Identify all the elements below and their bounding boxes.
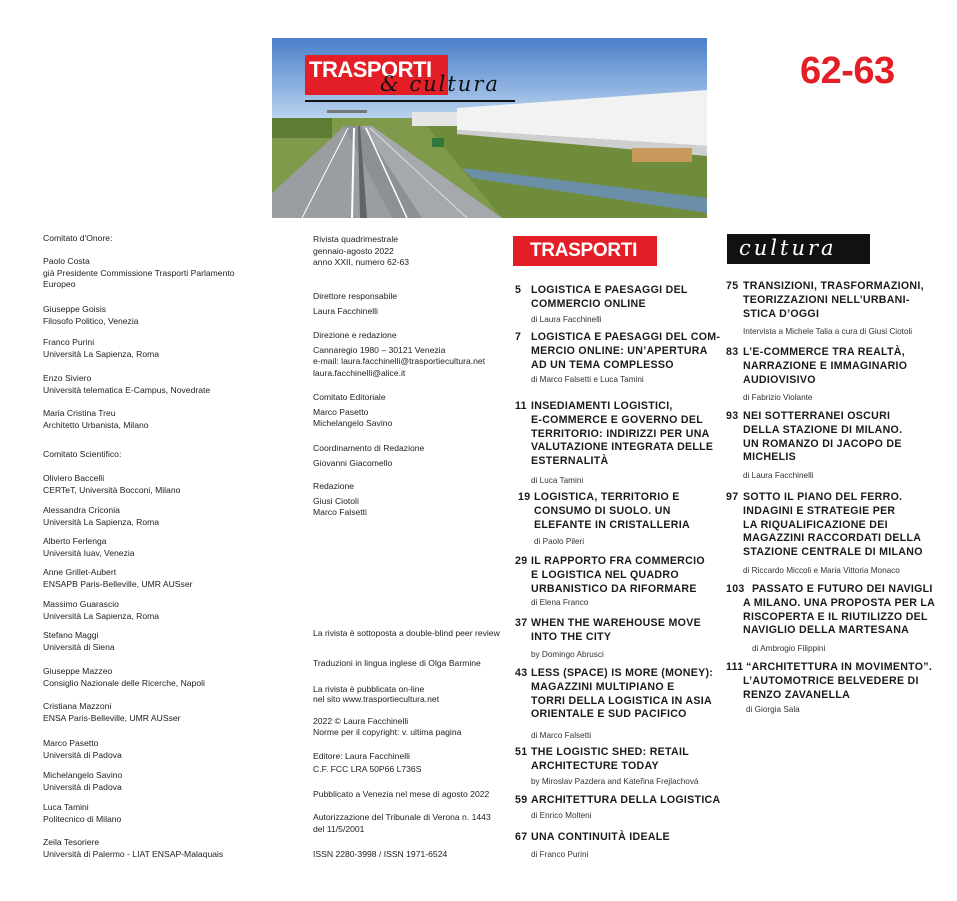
toc-entry[interactable] [515, 794, 725, 820]
section-title: cultura [739, 236, 837, 260]
member [43, 630, 268, 653]
colophon-line: C.F. FCC LRA 50P66 L736S [313, 763, 422, 774]
toc-author: di Laura Facchinelli [743, 471, 814, 481]
toc-title-line: NEI SOTTERRANEI OSCURI [743, 410, 891, 422]
toc-page: 29 [515, 555, 528, 567]
toc-page: 97 [726, 491, 739, 503]
toc-author: di Elena Franco [531, 598, 589, 608]
toc-title-line: URBANISTICO DA RIFORMARE [531, 582, 697, 595]
toc-page: 75 [726, 280, 739, 292]
toc-title-line: NAVIGLIO DELLA MARTESANA [743, 624, 910, 637]
toc-title-line: INTO THE CITY [531, 630, 612, 643]
colophon-peer-review: La rivista è sottoposta a double-blind peer review [313, 628, 500, 638]
toc-title-line: STICA D’OGGI [743, 307, 820, 320]
member [43, 666, 268, 689]
toc-entry[interactable] [726, 410, 951, 480]
member-name: Giuseppe Mazzeo [43, 666, 113, 676]
toc-author: by Miroslav Pazdera and Kateřina Frejlachová [531, 776, 699, 786]
member-name: Franco Purini [43, 337, 95, 347]
member-role: Università di Siena [43, 641, 115, 652]
member-role: già Presidente Commissione Trasporti Parlamento [43, 267, 235, 278]
toc-title-line: LESS (SPACE) IS MORE (MONEY): [531, 667, 714, 679]
section-banner-trasporti [513, 236, 657, 266]
toc-title-line: L’AUTOMOTRICE BELVEDERE DI [743, 674, 919, 687]
colophon-line: Rivista quadrimestrale [313, 234, 399, 244]
member-role: Filosofo Politico, Venezia [43, 315, 139, 326]
toc-entry[interactable] [726, 583, 951, 653]
toc-page: 43 [515, 667, 528, 679]
toc-title-line: MAGAZZINI RACCORDATI DELLA [743, 532, 922, 545]
member-name: Enzo Siviero [43, 373, 92, 383]
colophon-line: Laura Facchinelli [313, 305, 378, 316]
member [43, 802, 268, 825]
member-role: Politecnico di Milano [43, 813, 122, 824]
colophon-autorizzazione [313, 812, 513, 835]
member [43, 505, 268, 528]
toc-title-line: ORIENTALE E SUD PACIFICO [531, 708, 687, 721]
member-name: Zeila Tesoriere [43, 837, 100, 847]
colophon-traduzioni: Traduzioni in lingua inglese di Olga Barmine [313, 658, 481, 668]
toc-entry[interactable] [515, 831, 725, 859]
colophon-line: Giusi Ciotoli [313, 495, 359, 506]
toc-entry[interactable] [515, 746, 725, 786]
member-role: Europeo [43, 279, 76, 289]
toc-title-line: UN ROMANZO DI JACOPO DE [743, 437, 902, 450]
toc-title-line: MICHELIS [743, 451, 797, 464]
toc-entry[interactable] [518, 491, 728, 546]
toc-title-line: NARRAZIONE E IMMAGINARIO [743, 359, 908, 372]
colophon-line: Michelangelo Savino [313, 418, 393, 428]
toc-title-line: LOGISTICA E PAESAGGI DEL COM- [531, 331, 721, 343]
toc-title-line: UNA CONTINUITÀ IDEALE [531, 831, 670, 843]
toc-title-line: MAGAZZINI MULTIPIANO E [531, 680, 675, 693]
colophon-pubblicato: Pubblicato a Venezia nel mese di agosto 2022 [313, 789, 490, 799]
toc-title-line: “ARCHITETTURA IN MOVIMENTO”. [746, 661, 933, 673]
toc-author: di Riccardo Miccoli e Maria Vittoria Monaco [743, 565, 900, 575]
member-role: ENSA Paris-Belleville, UMR AUSser [43, 712, 181, 723]
toc-entry[interactable] [515, 555, 725, 607]
toc-page: 5 [515, 284, 522, 296]
member-name: Maria Cristina Treu [43, 408, 116, 418]
member-name: Giuseppe Goisis [43, 304, 107, 314]
toc-title-line: TERRITORIO: INDIRIZZI PER UNA [531, 427, 710, 440]
member [43, 473, 268, 496]
member [43, 837, 268, 860]
member-role: Università telematica E-Campus, Novedrate [43, 384, 211, 395]
member-name: Oliviero Baccelli [43, 473, 105, 483]
toc-author: di Giorgia Sala [746, 705, 800, 715]
member [43, 599, 268, 622]
colophon-line: Marco Pasetto [313, 406, 369, 417]
member-role: Università La Sapienza, Roma [43, 516, 160, 527]
toc-title-line: THE LOGISTIC SHED: RETAIL [531, 746, 689, 758]
website-link[interactable]: nel sito www.trasportiecultura.net [313, 693, 440, 704]
toc-title-line: L’E-COMMERCE TRA REALTÀ, [743, 346, 905, 358]
logo-wordmark: TRASPORTI [309, 57, 432, 82]
member [43, 337, 268, 360]
toc-title-line: TRANSIZIONI, TRASFORMAZIONI, [743, 280, 924, 292]
member [43, 536, 268, 559]
colophon-line: Coordinamento di Redazione [313, 443, 425, 453]
colophon-copyright [313, 716, 513, 738]
colophon-online [313, 684, 513, 705]
toc-title-line: E-COMMERCE E GOVERNO DEL [531, 413, 704, 426]
issue-number: 62-63 [800, 50, 895, 92]
toc-title-line: RENZO ZAVANELLA [743, 688, 851, 701]
section-banner-cultura [727, 234, 870, 264]
toc-entry[interactable] [515, 400, 725, 485]
colophon-direttore [313, 291, 513, 317]
toc-title-line: ARCHITETTURA DELLA LOGISTICA [531, 794, 721, 806]
colophon-issn: ISSN 2280-3998 / ISSN 1971-6524 [313, 849, 448, 859]
toc-title-line: INDAGINI E STRATEGIE PER [743, 504, 896, 517]
toc-title-line: ESTERNALITÀ [531, 455, 609, 468]
member-role: Università La Sapienza, Roma [43, 348, 160, 359]
toc-title-line: LA RIQUALIFICAZIONE DEI [743, 518, 888, 531]
member-role: Università Iuav, Venezia [43, 547, 135, 558]
member [43, 408, 268, 431]
toc-page: 7 [515, 331, 522, 343]
member-name: Michelangelo Savino [43, 770, 123, 780]
member [43, 567, 268, 590]
email-link[interactable]: e-mail: laura.facchinelli@trasportiecultura.net [313, 356, 486, 366]
toc-entry[interactable] [726, 346, 951, 402]
toc-title-line: A MILANO. UNA PROPOSTA PER LA [743, 596, 936, 609]
member-role: Università di Palermo - LIAT ENSAP-Malaquais [43, 848, 224, 859]
colophon-line: gennaio-agosto 2022 [313, 245, 394, 256]
toc-title-line: WHEN THE WAREHOUSE MOVE [531, 617, 701, 629]
toc-title-line: E LOGISTICA NEL QUADRO [531, 568, 679, 581]
colophon-line: anno XXII, numero 62-63 [313, 257, 410, 267]
member-role: Consiglio Nazionale delle Ricerche, Napoli [43, 677, 205, 688]
toc-title-line: DELLA STAZIONE DI MILANO. [743, 423, 903, 436]
toc-title-line: STAZIONE CENTRALE DI MILANO [743, 546, 923, 559]
cover-photo [272, 38, 707, 218]
toc-entry[interactable] [726, 280, 951, 336]
toc-title-line: SOTTO IL PIANO DEL FERRO. [743, 491, 903, 503]
toc-title-line: PASSATO E FUTURO DEI NAVIGLI [752, 583, 933, 595]
toc-title-line: AD UN TEMA COMPLESSO [531, 358, 674, 371]
toc-title-line: ELEFANTE IN CRISTALLERIA [534, 518, 690, 531]
toc-author: di Marco Falsetti [531, 731, 592, 741]
toc-title-line: TORRI DELLA LOGISTICA IN ASIA [531, 694, 712, 707]
colophon-line: Direzione e redazione [313, 330, 397, 340]
toc-page: 111 [726, 661, 744, 673]
colophon-line: Giovanni Giacomello [313, 457, 393, 468]
toc-entry[interactable] [515, 284, 715, 324]
colophon-line: Direttore responsabile [313, 291, 398, 301]
member [43, 373, 268, 396]
member-role: Università di Padova [43, 749, 122, 760]
colophon-line: Marco Falsetti [313, 507, 367, 517]
member [43, 304, 268, 327]
toc-entry[interactable] [515, 667, 725, 740]
colophon-rivista [313, 234, 513, 269]
member-role: Università La Sapienza, Roma [43, 610, 160, 621]
toc-title-line: INSEDIAMENTI LOGISTICI, [531, 400, 673, 412]
member-name: Marco Pasetto [43, 738, 99, 748]
colophon-line: La rivista è pubblicata on-line [313, 684, 425, 694]
toc-page: 83 [726, 346, 739, 358]
member [43, 738, 268, 761]
toc-title-line: CONSUMO DI SUOLO. UN [534, 504, 671, 517]
member-name: Paolo Costa [43, 256, 90, 266]
toc-page: 37 [515, 617, 528, 629]
member [43, 256, 268, 291]
colophon-line: Norme per il copyright: v. ultima pagina [313, 726, 462, 737]
member-role: CERTeT, Università Bocconi, Milano [43, 484, 181, 495]
toc-page: 59 [515, 794, 528, 806]
member [43, 701, 268, 724]
email-link[interactable]: laura.facchinelli@alice.it [313, 367, 406, 378]
colophon-editore [313, 751, 513, 775]
colophon-line: del 11/5/2001 [313, 823, 365, 834]
toc-page: 67 [515, 831, 528, 843]
toc-title-line: COMMERCIO ONLINE [531, 297, 646, 310]
member-role: ENSAPB Paris-Belleville, UMR AUSser [43, 578, 193, 589]
member-name: Anne Grillet-Aubert [43, 567, 117, 577]
toc-page: 19 [518, 491, 531, 503]
colophon-redazione [313, 481, 513, 519]
section-title: TRASPORTI [530, 240, 638, 261]
toc-entry[interactable] [515, 617, 725, 659]
colophon-line: Cannaregio 1980 – 30121 Venezia [313, 344, 446, 355]
comitato-onore-heading: Comitato d'Onore: [43, 233, 113, 243]
member-role: Università di Padova [43, 781, 122, 792]
logo-script: & cultura [380, 72, 500, 96]
toc-title-line: IL RAPPORTO FRA COMMERCIO [531, 555, 705, 567]
toc-author: by Domingo Abrusci [531, 649, 604, 659]
member-name: Alberto Ferlenga [43, 536, 107, 546]
member-role: Architetto Urbanista, Milano [43, 419, 149, 430]
toc-author: di Paolo Pileri [534, 537, 585, 547]
toc-author: Intervista a Michele Talia a cura di Giusi Ciotoli [743, 327, 913, 337]
member-name: Stefano Maggi [43, 630, 99, 640]
toc-title-line: RISCOPERTA E IL RIUTILIZZO DEL [743, 610, 928, 623]
colophon-line: Editore: Laura Facchinelli [313, 751, 410, 761]
toc-author: di Luca Tamini [531, 475, 584, 485]
colophon-line: 2022 © Laura Facchinelli [313, 716, 409, 726]
toc-author: di Marco Falsetti e Luca Tamini [531, 375, 644, 385]
toc-title-line: VALUTAZIONE INTEGRATA DELLE [531, 441, 714, 454]
member-name: Massimo Guarascio [43, 599, 119, 609]
toc-entry[interactable] [726, 491, 951, 575]
colophon-coordinamento [313, 443, 513, 469]
member-name: Luca Tamini [43, 802, 89, 812]
member-name: Alessandra Criconia [43, 505, 120, 515]
toc-title-line: ARCHITECTURE TODAY [531, 759, 659, 772]
toc-author: di Enrico Molteni [531, 810, 592, 820]
colophon-direzione [313, 330, 513, 379]
toc-title-line: LOGISTICA, TERRITORIO E [534, 491, 680, 503]
toc-page: 51 [515, 746, 528, 758]
colophon-line: Comitato Editoriale [313, 392, 386, 402]
colophon-line: Autorizzazione del Tribunale di Verona n. 1443 [313, 812, 491, 822]
toc-page: 93 [726, 410, 739, 422]
member-name: Cristiana Mazzoni [43, 701, 112, 711]
toc-page: 103 [726, 583, 745, 595]
member [43, 770, 268, 793]
toc-title-line: AUDIOVISIVO [743, 373, 816, 386]
colophon-line: Redazione [313, 481, 355, 491]
toc-author: di Franco Purini [531, 849, 589, 859]
toc-title-line: MERCIO ONLINE: UN’APERTURA [531, 344, 708, 357]
toc-author: di Laura Facchinelli [531, 314, 602, 324]
toc-entry[interactable] [726, 661, 951, 714]
toc-author: di Fabrizio Violante [743, 393, 813, 403]
toc-title-line: TEORIZZAZIONI NELL’URBANI- [743, 293, 910, 306]
toc-title-line: LOGISTICA E PAESAGGI DEL [531, 284, 688, 296]
toc-author: di Ambrogio Filippini [752, 644, 826, 654]
toc-entry[interactable] [515, 331, 725, 384]
colophon-comitato-editoriale [313, 392, 513, 430]
toc-page: 11 [515, 400, 527, 412]
comitato-scientifico-heading: Comitato Scientifico: [43, 449, 122, 459]
